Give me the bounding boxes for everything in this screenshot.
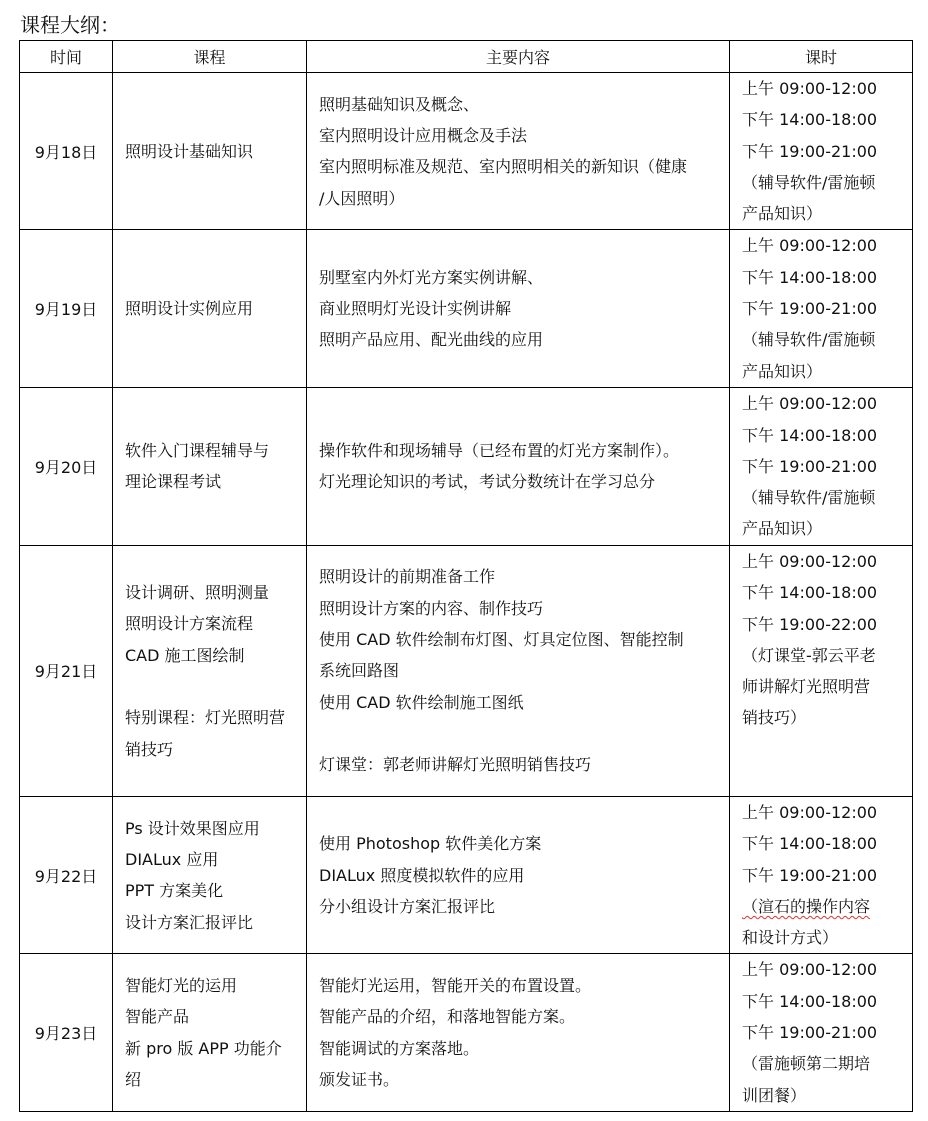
hours-line: 训团餐） [742, 1085, 807, 1105]
content-line: 别墅室内外灯光方案实例讲解、 [319, 267, 544, 287]
hours-line: 上午 09:00-12:00 [742, 802, 878, 822]
content-line: 照明设计的前期准备工作 [319, 567, 496, 587]
content-line: 智能产品的介绍，和落地智能方案。 [319, 1007, 576, 1027]
hours-line: 上午 09:00-12:00 [742, 79, 878, 98]
hours-line: 上午 09:00-12:00 [742, 551, 878, 571]
hours-line: （辅导软件/雷施顿 [742, 488, 876, 508]
hours-line: 下午 19:00-22:00 [742, 614, 878, 634]
course-line: PPT 方案美化 [125, 881, 224, 901]
content-cell [307, 387, 730, 545]
course-cell [113, 230, 307, 387]
hours-cell [730, 796, 913, 953]
date-cell: 9月19日 [20, 230, 113, 387]
hours-line: 下午 14:00-18:00 [742, 583, 878, 603]
header-content: 主要内容 [307, 41, 730, 73]
hours-line: （辅导软件/雷施顿 [742, 172, 876, 192]
hours-line: 和设计方式） [742, 928, 839, 948]
hours-line: 销技巧） [742, 708, 807, 728]
hours-line: 下午 19:00-21:00 [742, 299, 878, 319]
course-cell [113, 954, 307, 1111]
course-line: 设计方案汇报评比 [125, 912, 254, 932]
hours-cell [730, 954, 913, 1111]
table-row [20, 73, 913, 230]
table-row [20, 796, 913, 953]
hours-line: 师讲解灯光照明营 [742, 677, 871, 697]
content-blank-line [319, 718, 721, 749]
hours-cell [730, 545, 913, 796]
course-line: 新 pro 版 APP 功能介 [125, 1038, 282, 1058]
content-cell [307, 545, 730, 796]
hours-cell [730, 73, 913, 230]
course-line: Ps 设计效果图应用 [125, 818, 260, 838]
content-line: 使用 CAD 软件绘制施工图纸 [319, 692, 524, 712]
course-cell [113, 73, 307, 230]
content-line: 照明设计方案的内容、制作技巧 [319, 598, 544, 618]
hours-line: 下午 19:00-21:00 [742, 141, 878, 161]
hours-line: 下午 14:00-18:00 [742, 267, 878, 287]
table-row [20, 954, 913, 1111]
document-title: 课程大纲： [20, 13, 120, 37]
course-blank-line [125, 671, 298, 702]
hours-cell [730, 230, 913, 387]
hours-line: （辅导软件/雷施顿 [742, 330, 876, 350]
course-line: 智能产品 [125, 1007, 190, 1027]
date-cell: 9月20日 [20, 387, 113, 545]
course-line: 理论课程考试 [125, 472, 222, 492]
hours-cell [730, 387, 913, 545]
course-line: 销技巧 [125, 739, 174, 759]
content-cell [307, 73, 730, 230]
course-line: 照明设计基础知识 [125, 141, 254, 161]
content-line: 颁发证书。 [319, 1069, 400, 1089]
date-cell: 9月18日 [20, 73, 113, 230]
content-line: 分小组设计方案汇报评比 [319, 896, 496, 916]
hours-line: 下午 19:00-21:00 [742, 865, 878, 885]
content-line: 照明产品应用、配光曲线的应用 [319, 330, 544, 350]
course-cell [113, 387, 307, 545]
hours-line: 上午 09:00-12:00 [742, 394, 878, 414]
content-line: 室内照明标准及规范、室内照明相关的新知识（健康 [319, 157, 688, 177]
hours-line: （雷施顿第二期培 [742, 1054, 871, 1074]
content-line: 智能调试的方案落地。 [319, 1038, 480, 1058]
content-line: 使用 Photoshop 软件美化方案 [319, 834, 542, 854]
content-line: 照明基础知识及概念、 [319, 94, 480, 114]
content-line: 商业照明灯光设计实例讲解 [319, 299, 512, 319]
hours-line: 产品知识） [742, 204, 823, 224]
content-line: 室内照明设计应用概念及手法 [319, 125, 528, 145]
content-line: DIALux 照度模拟软件的应用 [319, 865, 525, 885]
content-line: 使用 CAD 软件绘制布灯图、灯具定位图、智能控制 [319, 630, 684, 650]
content-line: /人因照明） [319, 188, 405, 208]
hours-line: 下午 14:00-18:00 [742, 834, 878, 854]
course-line: 软件入门课程辅导与 [125, 441, 270, 461]
course-outline-table [19, 40, 913, 1112]
table-row [20, 387, 913, 545]
content-line: 灯课堂：郭老师讲解灯光照明销售技巧 [319, 755, 592, 775]
hours-line: 上午 09:00-12:00 [742, 236, 878, 256]
header-date: 时间 [20, 41, 113, 73]
content-cell [307, 954, 730, 1111]
hours-line: 产品知识） [742, 519, 823, 539]
hours-line: （灯课堂-郭云平老 [742, 645, 876, 665]
course-cell [113, 545, 307, 796]
header-hours: 课时 [730, 41, 913, 73]
content-line: 操作软件和现场辅导（已经布置的灯光方案制作）。 [319, 441, 680, 461]
hours-line: 下午 14:00-18:00 [742, 425, 878, 445]
content-cell [307, 796, 730, 953]
hours-line-spellcheck: （渲石的操作内容 [742, 896, 871, 916]
hours-line: 上午 09:00-12:00 [742, 960, 878, 980]
header-row [20, 41, 913, 73]
hours-line: 下午 19:00-21:00 [742, 456, 878, 476]
hours-line: 下午 19:00-21:00 [742, 1023, 878, 1043]
course-line: 照明设计实例应用 [125, 299, 254, 319]
course-line: CAD 施工图绘制 [125, 645, 245, 665]
course-line: DIALux 应用 [125, 849, 219, 869]
content-line: 灯光理论知识的考试，考试分数统计在学习总分 [319, 472, 656, 492]
course-line: 特别课程：灯光照明营 [125, 708, 286, 728]
course-line: 设计调研、照明测量 [125, 583, 270, 603]
date-cell: 9月21日 [20, 545, 113, 796]
hours-line: 下午 14:00-18:00 [742, 110, 878, 130]
content-line: 系统回路图 [319, 661, 400, 681]
table-row [20, 230, 913, 387]
course-line: 智能灯光的运用 [125, 976, 238, 996]
course-cell [113, 796, 307, 953]
table-row [20, 545, 913, 796]
content-line: 智能灯光运用，智能开关的布置设置。 [319, 976, 592, 996]
course-line: 绍 [125, 1069, 142, 1089]
date-cell: 9月23日 [20, 954, 113, 1111]
date-cell: 9月22日 [20, 796, 113, 953]
header-course: 课程 [113, 41, 307, 73]
hours-line: 下午 14:00-18:00 [742, 991, 878, 1011]
content-cell [307, 230, 730, 387]
course-line: 照明设计方案流程 [125, 614, 254, 634]
hours-line: 产品知识） [742, 361, 823, 381]
